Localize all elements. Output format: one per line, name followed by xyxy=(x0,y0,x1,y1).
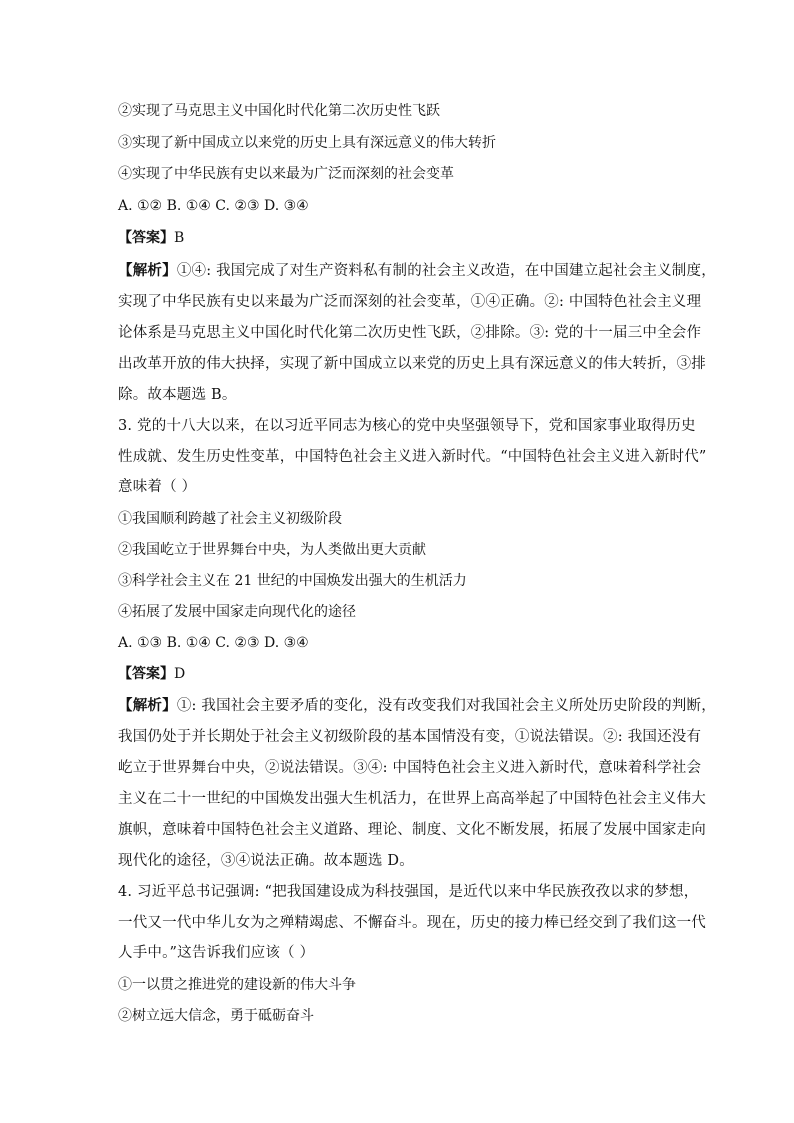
analysis-line-4: 出改革开放的伟大抉择，实现了新中国成立以来党的历史上具有深远意义的伟大转折，③排 xyxy=(118,356,706,372)
analysis-line-1 xyxy=(118,261,716,281)
question-4-line-1: 4. 习近平总书记强调: “把我国建设成为科技强国，是近代以来中华民族孜孜以求的梦想， xyxy=(118,884,699,900)
q3-analysis-line-2: 我国仍处于并长期处于社会主义初级阶段的基本国情没有变，①说法错误。②: 我国还没有 xyxy=(118,729,702,745)
q3-analysis-line-4: 主义在二十一世纪的中国焕发出强大生机活力，在世界上高高举起了中国特色社会主义伟大 xyxy=(118,791,706,807)
answer-choices: A. ①② B. ①④ C. ②③ D. ③④ xyxy=(118,198,309,214)
q3-answer-line xyxy=(118,664,185,684)
question-3-line-1: 3. 党的十八大以来，在以习近平同志为核心的党中央坚强领导下，党和国家事业取得历史 xyxy=(118,418,696,434)
question-4-line-3: 人手中。”这告诉我们应该（ ） xyxy=(118,945,315,961)
q3-option-3: ③科学社会主义在 21 世纪的中国焕发出强大的生机活力 xyxy=(118,573,467,589)
q4-option-1: ①一以贯之推进党的建设新的伟大斗争 xyxy=(118,977,356,993)
q3-analysis-line-1 xyxy=(118,696,716,716)
analysis-tag: 【解析】 xyxy=(118,698,177,714)
q3-analysis-line-5: 旗帜，意味着中国特色社会主义道路、理论、制度、文化不断发展，拓展了发展中国家走向 xyxy=(118,822,706,838)
option-2: ②实现了马克思主义中国化时代化第二次历史性飞跃 xyxy=(118,103,440,119)
analysis-line-2: 实现了中华民族有史以来最为广泛而深刻的社会变革，①④正确。②: 中国特色社会主义理 xyxy=(118,294,702,310)
answer-value: B xyxy=(174,230,185,246)
option-4: ④实现了中华民族有史以来最为广泛而深刻的社会变革 xyxy=(118,166,454,182)
q3-analysis-line-6: 现代化的途径，③④说法正确。故本题选 D。 xyxy=(118,853,414,869)
q3-analysis-line-3: 屹立于世界舞台中央，②说法错误。③④: 中国特色社会主义进入新时代，意味着科学社会 xyxy=(118,760,702,776)
analysis-line-5: 除。故本题选 B。 xyxy=(118,387,237,403)
analysis-line-3: 论体系是马克思主义中国化时代化第二次历史性飞跃，②排除。③: 党的十一届三中全会作 xyxy=(118,325,702,341)
q3-option-1: ①我国顺利跨越了社会主义初级阶段 xyxy=(118,511,342,527)
answer-tag: 【答案】 xyxy=(118,230,174,246)
analysis-text: ①: 我国社会主要矛盾的变化，没有改变我们对我国社会主义所处历史阶段的判断， xyxy=(176,698,716,714)
q3-answer-choices: A. ①③ B. ①④ C. ②③ D. ③④ xyxy=(118,635,309,651)
answer-line xyxy=(118,228,184,248)
q3-option-4: ④拓展了发展中国家走向现代化的途径 xyxy=(118,604,356,620)
analysis-tag: 【解析】 xyxy=(118,263,177,279)
q3-option-2: ②我国屹立于世界舞台中央，为人类做出更大贡献 xyxy=(118,542,426,558)
analysis-text: ①④: 我国完成了对生产资料私有制的社会主义改造，在中国建立起社会主义制度， xyxy=(176,263,716,279)
question-3-line-2: 性成就、发生历史性变革，中国特色社会主义进入新时代。“中国特色社会主义进入新时代” xyxy=(118,449,707,465)
answer-value: D xyxy=(174,666,186,682)
question-4-line-2: 一代又一代中华儿女为之殚精竭虑、不懈奋斗。现在，历史的接力棒已经交到了我们这一代 xyxy=(118,915,706,931)
option-3: ③实现了新中国成立以来党的历史上具有深远意义的伟大转折 xyxy=(118,135,496,151)
q4-option-2: ②树立远大信念，勇于砥砺奋斗 xyxy=(118,1008,314,1024)
answer-tag: 【答案】 xyxy=(118,666,174,682)
question-3-line-3: 意味着（ ） xyxy=(118,479,197,495)
